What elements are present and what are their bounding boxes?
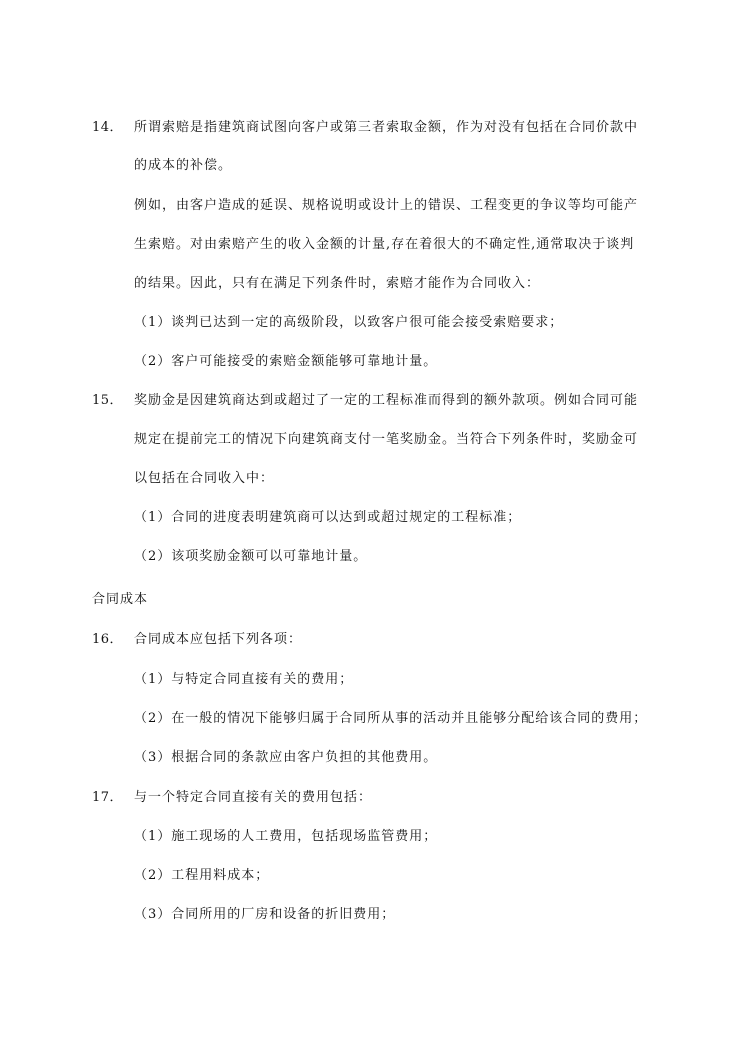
condition-16-2: （2）在一般的情况下能够归属于合同所从事的活动并且能够分配给该合同的费用；	[134, 711, 648, 726]
condition-17-2: （2）工程用料成本；	[134, 868, 270, 883]
paragraph-number-17: 17．	[92, 790, 124, 805]
paragraph-14-line-2: 的成本的补偿。	[134, 158, 233, 173]
paragraph-number-16: 16．	[92, 632, 124, 647]
paragraph-number-14: 14．	[92, 120, 124, 135]
paragraph-number-15: 15．	[92, 393, 124, 408]
condition-15-1: （1）合同的进度表明建筑商可以达到或超过规定的工程标准；	[134, 510, 522, 525]
condition-17-1: （1）施工现场的人工费用，包括现场监管费用；	[134, 829, 438, 844]
condition-14-1: （1）谈判已达到一定的高级阶段，以致客户很可能会接受索赔要求；	[134, 315, 564, 330]
paragraph-15-line-1: 奖励金是因建筑商达到或超过了一定的工程标准而得到的额外款项。例如合同可能	[134, 393, 639, 408]
paragraph-16-line-1: 合同成本应包括下列各项：	[134, 632, 303, 647]
condition-15-2: （2）该项奖励金额可以可靠地计量。	[134, 549, 368, 564]
paragraph-17-line-1: 与一个特定合同直接有关的费用包括：	[134, 790, 373, 805]
paragraph-15-line-3: 以包括在合同收入中：	[134, 471, 275, 486]
paragraph-14-line-5: 的结果。因此，只有在满足下列条件时，索赔才能作为合同收入：	[134, 276, 541, 291]
paragraph-14-line-4: 生索赔。对由索赔产生的收入金额的计量,存在着很大的不确定性,通常取决于谈判	[134, 237, 635, 252]
condition-14-2: （2）客户可能接受的索赔金额能够可靠地计量。	[134, 354, 438, 369]
condition-16-1: （1）与特定合同直接有关的费用；	[134, 672, 354, 687]
condition-17-3: （3）合同所用的厂房和设备的折旧费用；	[134, 907, 396, 922]
paragraph-14-line-3: 例如，由客户造成的延误、规格说明或设计上的错误、工程变更的争议等均可能产	[134, 198, 639, 213]
condition-16-3: （3）根据合同的条款应由客户负担的其他费用。	[134, 750, 438, 765]
paragraph-15-line-2: 规定在提前完工的情况下向建筑商支付一笔奖励金。当符合下列条件时，奖励金可	[134, 432, 639, 447]
paragraph-14-line-1: 所谓索赔是指建筑商试图向客户或第三者索取金额，作为对没有包括在合同价款中	[134, 120, 639, 135]
section-heading: 合同成本	[92, 592, 149, 607]
